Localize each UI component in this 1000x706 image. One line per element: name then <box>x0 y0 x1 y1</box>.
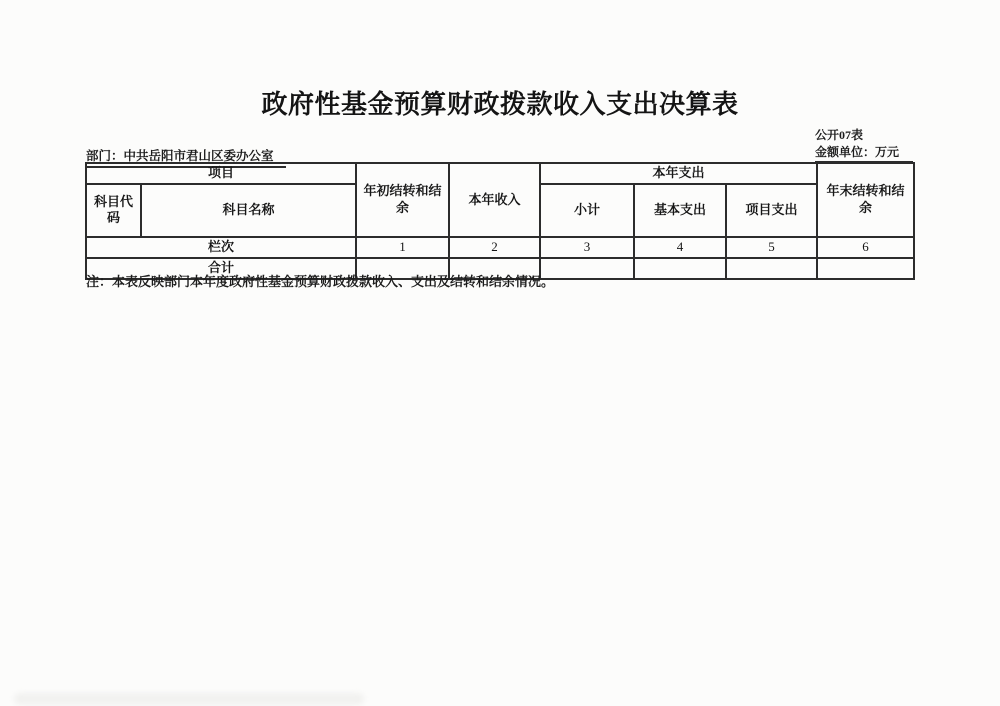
total-value-6 <box>817 258 914 279</box>
header-project-expenditure: 项目支出 <box>726 184 817 237</box>
header-subject-name: 科目名称 <box>141 184 356 237</box>
column-index-row <box>86 237 914 258</box>
header-subtotal: 小计 <box>540 184 634 237</box>
header-project: 项目 <box>86 163 356 184</box>
unit-label: 金额单位：万元 <box>815 145 913 163</box>
page-title: 政府性基金预算财政拨款收入支出决算表 <box>261 90 739 119</box>
total-value-5 <box>726 258 817 279</box>
column-index-6: 6 <box>817 237 914 258</box>
department-label: 部门：中共岳阳市君山区委办公室 <box>86 146 286 168</box>
header-current-income: 本年收入 <box>449 163 540 237</box>
form-meta <box>815 128 913 163</box>
total-value-3 <box>540 258 634 279</box>
column-index-5: 5 <box>726 237 817 258</box>
header-current-expenditure: 本年支出 <box>540 163 817 184</box>
total-label: 合计 <box>86 258 356 279</box>
column-index-3: 3 <box>540 237 634 258</box>
column-index-label: 栏次 <box>86 237 356 258</box>
note-text: 注：本表反映部门本年度政府性基金预算财政拨款收入、支出及结转和结余情况。 <box>86 274 555 289</box>
form-code-label: 公开07表 <box>815 128 864 142</box>
total-value-4 <box>634 258 726 279</box>
header-opening-balance: 年初结转和结余 <box>356 163 449 237</box>
header-row-1 <box>86 163 914 184</box>
column-index-1: 1 <box>356 237 449 258</box>
column-index-2: 2 <box>449 237 540 258</box>
header-basic-expenditure: 基本支出 <box>634 184 726 237</box>
column-index-4: 4 <box>634 237 726 258</box>
header-closing-balance: 年末结转和结余 <box>817 163 914 237</box>
scan-smudge <box>14 693 364 705</box>
header-subject-code: 科目代码 <box>86 184 141 237</box>
budget-table <box>85 162 915 280</box>
